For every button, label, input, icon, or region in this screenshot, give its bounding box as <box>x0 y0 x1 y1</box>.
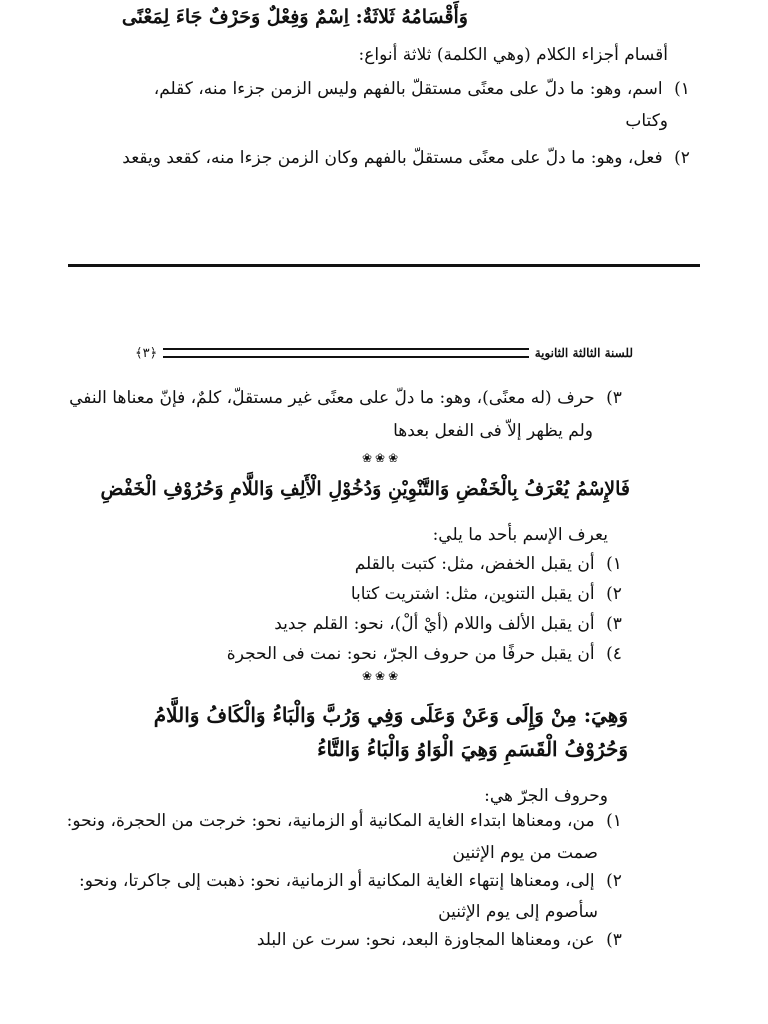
running-header-title: للسنة الثالثة الثانوية <box>534 346 633 360</box>
list-item <box>79 868 628 894</box>
list-number: ٣) <box>606 930 622 950</box>
list-item <box>135 611 628 637</box>
list-item-text: حرف (له معنًى)، وهو: ما دلّ على معنًى غير مستقلّ، كلمٌ، فإنّ معناها النفي <box>69 388 595 408</box>
list-item-text: أن يقبل الألف واللام (أيْ ألْ)، نحو: القلم جديد <box>274 614 595 634</box>
page-divider <box>68 264 700 267</box>
list-item-text: فعل، وهو: ما دلّ على معنًى مستقلّ بالفهم وكان الزمن جزءا منه، كقعد ويقعد <box>122 148 663 168</box>
list-number: ١) <box>606 554 622 574</box>
page-number: ﴿٣﴾ <box>135 345 158 361</box>
list-item-text: أن يقبل التنوين، مثل: اشتريت كتابا <box>350 584 595 604</box>
list-number: ١) <box>606 811 622 831</box>
separator-ornament: ❀❀❀ <box>362 451 402 465</box>
header-rule <box>163 348 528 358</box>
list-item-text: عن، ومعناها المجاوزة البعد، نحو: سرت عن البلد <box>256 930 595 950</box>
list-item <box>135 551 628 577</box>
list-item-text: اسم، وهو: ما دلّ على معنًى مستقلّ بالفهم وليس الزمن جزءا منه، كقلم، <box>153 79 663 99</box>
list-item-continuation: صمت من يوم الإثنين <box>452 843 598 863</box>
list-item <box>135 927 628 953</box>
list-item-text: من، ومعناها ابتداء الغاية المكانية أو الزمانية، نحو: خرجت من الحجرة، ونحو: <box>66 811 595 831</box>
separator-ornament: ❀❀❀ <box>362 669 402 683</box>
list-item <box>135 641 628 667</box>
section-heading-prepositions-line2: وَحُرُوْفُ الْقَسَمِ وَهِيَ الْوَاوُ وَالْبَاءُ وَالتَّاءُ <box>317 737 628 761</box>
section-heading-noun-signs: فَالإِسْمُ يُعْرَفُ بِالْخَفْضِ وَالتَّنْوِيْنِ وَدُخُوْلِ الْأَلِفِ وَاللَّامِ وَحُرُوْفِ الْخَفْضِ <box>100 478 630 500</box>
intro-text: وحروف الجرّ هي: <box>484 786 608 806</box>
list-item-text: أن يقبل الخفض، مثل: كتبت بالقلم <box>354 554 595 574</box>
list-item-continuation: ولم يظهر إلاّ فى الفعل بعدها <box>393 421 593 441</box>
list-item <box>66 808 628 834</box>
list-number: ٣) <box>606 614 622 634</box>
list-item <box>80 145 696 171</box>
running-header <box>135 343 633 363</box>
list-number: ٤) <box>606 644 622 664</box>
list-item-continuation: سأصوم إلى يوم الإثنين <box>438 902 598 922</box>
list-number: ٢) <box>606 871 622 891</box>
list-number: ٢) <box>674 148 690 168</box>
intro-text: يعرف الإسم بأحد ما يلي: <box>432 525 608 545</box>
list-item-continuation: وكتاب <box>625 111 668 131</box>
list-item-text: أن يقبل حرفًا من حروف الجرّ، نحو: نمت فى الحجرة <box>226 644 595 664</box>
list-item <box>135 581 628 607</box>
list-number: ٣) <box>606 388 622 408</box>
list-item <box>69 385 628 411</box>
list-item <box>80 76 696 102</box>
section-heading-parts-of-speech: وَأَقْسَامُهُ ثَلاثَةٌ: اِسْمٌ وَفِعْلٌ وَحَرْفٌ جَاءَ لِمَعْنًى <box>121 6 468 28</box>
list-item-text: إلى، ومعناها إنتهاء الغاية المكانية أو الزمانية، نحو: ذهبت إلى جاكرتا، ونحو: <box>79 871 595 891</box>
intro-text: أقسام أجزاء الكلام (وهي الكلمة) ثلاثة أنواع: <box>358 45 668 65</box>
section-heading-prepositions-line1: وَهِيَ: مِنْ وَإِلَى وَعَنْ وَعَلَى وَفِي وَرُبَّ وَالْبَاءُ وَالْكَافُ وَاللَّامُ <box>153 703 628 727</box>
list-number: ١) <box>674 79 690 99</box>
list-number: ٢) <box>606 584 622 604</box>
